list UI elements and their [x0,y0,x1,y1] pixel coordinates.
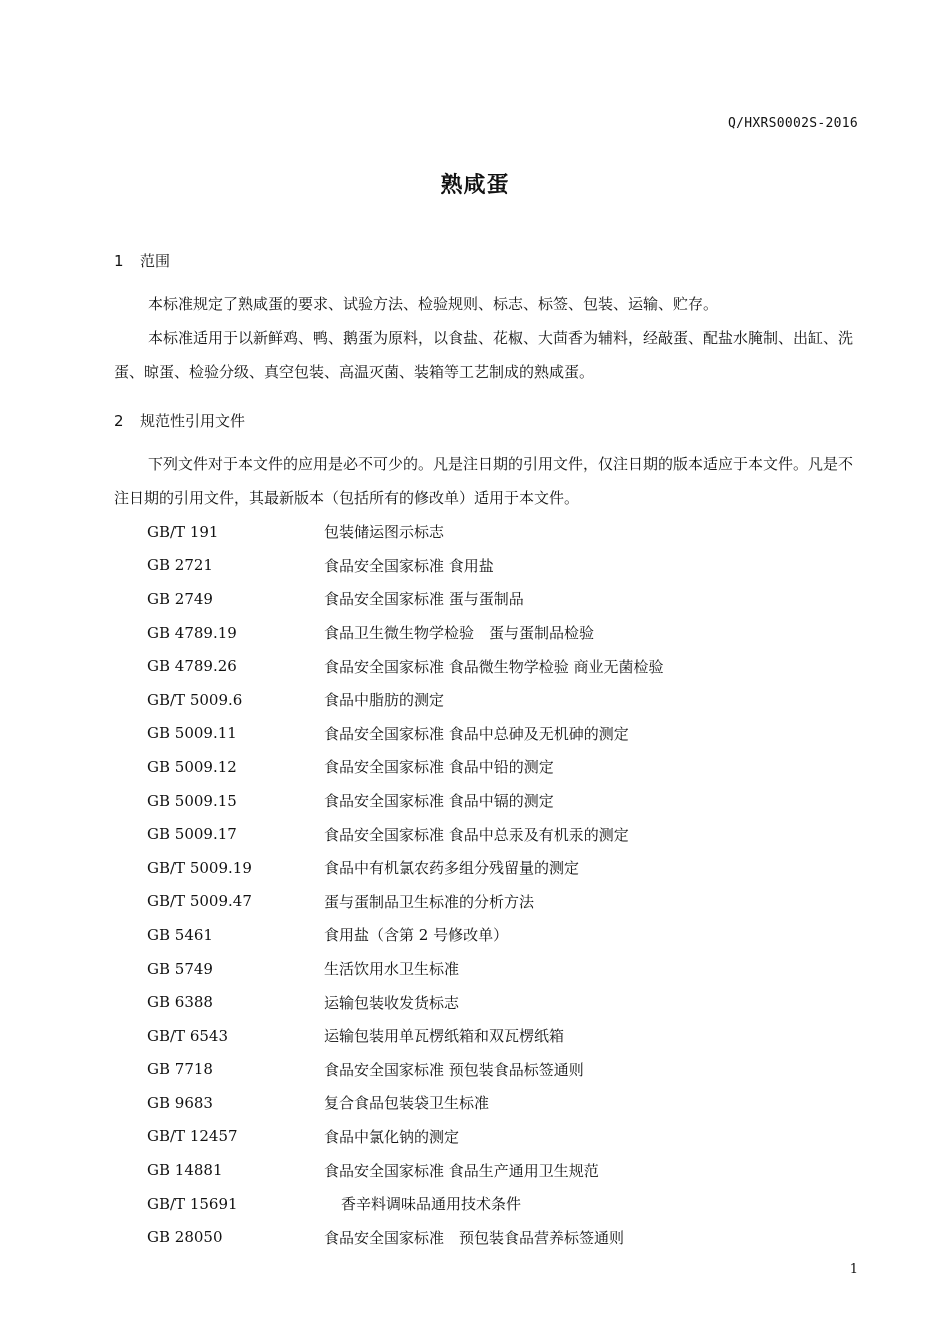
reference-title: 食品安全国家标准 食品中总砷及无机砷的测定 [324,724,629,743]
reference-title: 香辛料调味品通用技术条件 [341,1195,522,1214]
reference-code: GB/T 5009.47 [147,892,252,911]
reference-title: 食品安全国家标准 食品生产通用卫生规范 [324,1161,599,1180]
reference-title: 食品安全国家标准 预包装食品营养标签通则 [324,1228,625,1247]
reference-title: 食品安全国家标准 食用盐 [324,556,494,575]
reference-row [147,1120,664,1154]
reference-title: 运输包装收发货标志 [324,993,460,1012]
reference-code: GB 5009.12 [147,757,237,776]
reference-code: GB/T 191 [147,522,219,541]
reference-row [147,515,664,549]
reference-title: 生活饮用水卫生标准 [324,960,460,979]
reference-row [147,549,664,583]
reference-code: GB 6388 [147,993,213,1012]
reference-row [147,717,664,751]
section-1-paragraph-1: 本标准规定了熟咸蛋的要求、试验方法、检验规则、标志、标签、包装、运输、贮存。 [148,295,719,313]
reference-title: 食品安全国家标准 预包装食品标签通则 [324,1060,584,1079]
section-2-heading [114,410,245,431]
section-1-heading [114,250,170,271]
reference-code: GB 5461 [147,925,213,944]
reference-code: GB 9683 [147,1093,213,1112]
reference-title: 食用盐（含第 2 号修改单） [324,926,509,945]
reference-row [147,1019,664,1053]
document-title: 熟咸蛋 [440,173,510,198]
reference-row [147,1086,664,1120]
reference-title: 食品安全国家标准 食品微生物学检验 商业无菌检验 [324,657,664,676]
reference-code: GB/T 5009.6 [147,690,243,709]
reference-code: GB 14881 [147,1161,223,1180]
reference-code: GB 5749 [147,959,213,978]
reference-code: GB/T 15691 [147,1194,238,1213]
reference-row [147,885,664,919]
reference-row [147,918,664,952]
reference-row [147,1153,664,1187]
reference-row [147,1220,664,1254]
section-2-paragraph-1: 下列文件对于本文件的应用是必不可少的。凡是注日期的引用文件，仅注日期的版本适应于本文件。凡是不注日期的引用文件，其最新版本（包括所有的修改单）适用于本文件。 [114,455,854,507]
section-heading-text: 范围 [140,252,171,270]
reference-row [147,649,664,683]
document-code: Q/HXRS0002S-2016 [727,116,858,131]
reference-code: GB 2749 [147,589,213,608]
reference-title: 复合食品包装袋卫生标准 [324,1094,490,1113]
reference-title: 食品中氯化钠的测定 [324,1127,460,1146]
reference-row [147,784,664,818]
reference-code: GB 7718 [147,1060,213,1079]
reference-title: 食品卫生微生物学检验 蛋与蛋制品检验 [324,624,595,643]
reference-code: GB 4789.26 [147,657,237,676]
reference-row [147,985,664,1019]
reference-row [147,750,664,784]
reference-code: GB/T 12457 [147,1127,238,1146]
reference-title: 运输包装用单瓦楞纸箱和双瓦楞纸箱 [324,1027,565,1046]
reference-list [147,515,664,1254]
reference-code: GB 5009.15 [147,791,237,810]
reference-title: 包装储运图示标志 [324,523,445,542]
reference-code: GB 5009.17 [147,825,237,844]
reference-code: GB 28050 [147,1228,223,1247]
reference-row [147,851,664,885]
reference-row [147,1187,664,1221]
reference-title: 食品中脂肪的测定 [324,691,445,710]
reference-code: GB 5009.11 [147,724,237,743]
reference-title: 蛋与蛋制品卫生标准的分析方法 [324,892,535,911]
section-number: 1 [114,252,124,270]
reference-row [147,582,664,616]
section-number: 2 [114,412,124,430]
reference-title: 食品中有机氯农药多组分残留量的测定 [324,859,580,878]
reference-title: 食品安全国家标准 食品中镉的测定 [324,792,554,811]
section-1-paragraph-2: 本标准适用于以新鲜鸡、鸭、鹅蛋为原料，以食盐、花椒、大茴香为辅料，经敲蛋、配盐水腌制、出缸、洗蛋、晾蛋、检验分级、真空包装、高温灭菌、装箱等工艺制成的熟咸蛋。 [114,329,854,381]
reference-row [147,1053,664,1087]
section-heading-text: 规范性引用文件 [140,412,246,430]
reference-code: GB/T 5009.19 [147,858,252,877]
reference-row [147,952,664,986]
reference-title: 食品安全国家标准 食品中铅的测定 [324,758,554,777]
reference-code: GB/T 6543 [147,1026,229,1045]
reference-row [147,683,664,717]
reference-row [147,817,664,851]
page-number: 1 [849,1262,858,1277]
reference-title: 食品安全国家标准 食品中总汞及有机汞的测定 [324,825,629,844]
reference-title: 食品安全国家标准 蛋与蛋制品 [324,590,524,609]
reference-code: GB 2721 [147,556,213,575]
reference-row [147,616,664,650]
reference-code: GB 4789.19 [147,623,237,642]
